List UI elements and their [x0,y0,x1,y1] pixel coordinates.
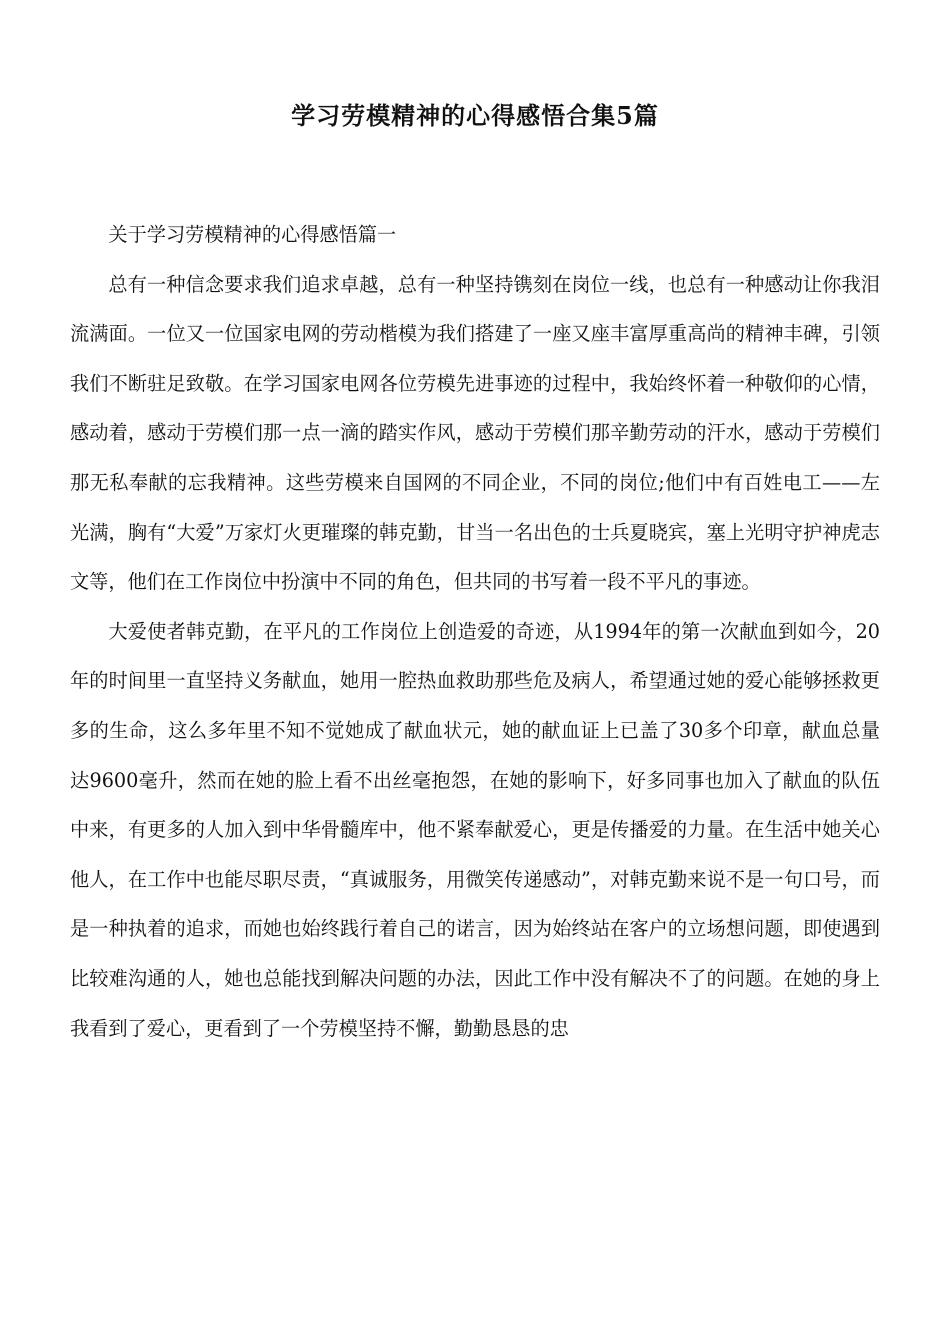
document-title: 学习劳模精神的心得感悟合集5篇 [291,101,659,130]
paragraph-1: 总有一种信念要求我们追求卓越，总有一种坚持镌刻在岗位一线，也总有一种感动让你我泪流满面。一位又一位国家电网的劳动楷模为我们搭建了一座又座丰富厚重高尚的精神丰碑，引领我们不断驻足致敬。在学习国家电网各位劳模先进事迹的过程中，我始终怀着一种敬仰的心情，感动着，感动于劳模们那一点一滴的踏实作风，感动于劳模们那辛勤劳动的汗水，感动于劳模们那无私奉献的忘我精神。这些劳模来自国网的不同企业，不同的岗位;他们中有百姓电工——左光满，胸有“大爱”万家灯火更璀璨的韩克勤，甘当一名出色的士兵夏晓宾，塞上光明守护神虎志文等，他们在工作岗位中扮演中不同的角色，但共同的书写着一段不平凡的事迹。 [70,272,880,594]
section-heading: 关于学习劳模精神的心得感悟篇一 [108,223,397,246]
document-body [70,210,880,1053]
paragraph-2: 大爱使者韩克勤，在平凡的工作岗位上创造爱的奇迹，从1994年的第一次献血到如今，20年的时间里一直坚持义务献血，她用一腔热血救助那些危及病人，希望通过她的爱心能够拯救更多的生命，这么多年里不知不觉她成了献血状元，她的献血证上已盖了30多个印章，献血总量达9600毫升，然而在她的脸上看不出丝毫抱怨，在她的影响下，好多同事也加入了献血的队伍中来，有更多的人加入到中华骨髓库中，他不紧奉献爱心，更是传播爱的力量。在生活中她关心他人，在工作中也能尽职尽责，“真诚服务，用微笑传递感动”，对韩克勤来说不是一句口号，而是一种执着的追求，而她也始终践行着自己的诺言，因为始终站在客户的立场想问题，即使遇到比较难沟通的人，她也总能找到解决问题的办法，因此工作中没有解决不了的问题。在她的身上我看到了爱心，更看到了一个劳模坚持不懈，勤勤恳恳的忠 [70,619,880,1040]
